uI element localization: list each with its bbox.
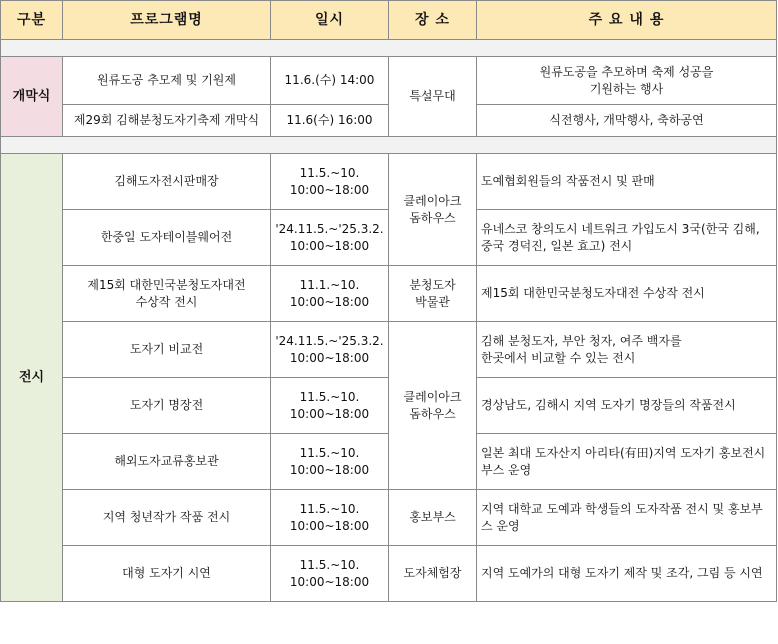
program-name: 지역 청년작가 작품 전시 — [63, 490, 271, 546]
program-datetime: 11.5.~10. 10:00~18:00 — [271, 434, 389, 490]
header-content: 주 요 내 용 — [477, 1, 777, 40]
program-name: 원류도공 추모제 및 기원제 — [63, 57, 271, 105]
program-datetime: 11.5.~10. 10:00~18:00 — [271, 546, 389, 602]
program-venue: 분청도자 박물관 — [389, 266, 477, 322]
program-name: 제29회 김해분청도자기축제 개막식 — [63, 105, 271, 137]
header-category: 구분 — [1, 1, 63, 40]
program-datetime: '24.11.5.~'25.3.2. 10:00~18:00 — [271, 322, 389, 378]
program-content: 도예협회원들의 작품전시 및 판매 — [477, 154, 777, 210]
table-row — [1, 546, 777, 602]
program-content: 지역 대학교 도예과 학생들의 도자작품 전시 및 홍보부스 운영 — [477, 490, 777, 546]
program-datetime: 11.6(수) 16:00 — [271, 105, 389, 137]
program-venue: 도자체험장 — [389, 546, 477, 602]
header-datetime: 일시 — [271, 1, 389, 40]
program-venue: 클레이아크 돔하우스 — [389, 154, 477, 266]
category-exhibition: 전시 — [1, 154, 63, 602]
program-datetime: 11.1.~10. 10:00~18:00 — [271, 266, 389, 322]
table-row — [1, 266, 777, 322]
program-venue: 홍보부스 — [389, 490, 477, 546]
category-opening: 개막식 — [1, 57, 63, 137]
table-row — [1, 154, 777, 210]
program-datetime: '24.11.5.~'25.3.2. 10:00~18:00 — [271, 210, 389, 266]
program-datetime: 11.5.~10. 10:00~18:00 — [271, 154, 389, 210]
header-row — [1, 1, 777, 40]
program-content: 제15회 대한민국분청도자대전 수상작 전시 — [477, 266, 777, 322]
program-name: 한중일 도자테이블웨어전 — [63, 210, 271, 266]
program-venue: 특설무대 — [389, 57, 477, 137]
program-name: 대형 도자기 시연 — [63, 546, 271, 602]
program-content: 유네스코 창의도시 네트워크 가입도시 3국(한국 김해, 중국 경덕진, 일본 효고) 전시 — [477, 210, 777, 266]
program-content: 원류도공을 추모하며 축제 성공을 기원하는 행사 — [477, 57, 777, 105]
spacer-row — [1, 137, 777, 154]
table-row — [1, 490, 777, 546]
program-venue: 클레이아크 돔하우스 — [389, 322, 477, 490]
program-content: 일본 최대 도자산지 아리타(有田)지역 도자기 홍보전시부스 운영 — [477, 434, 777, 490]
program-name: 김해도자전시판매장 — [63, 154, 271, 210]
program-name: 해외도자교류홍보관 — [63, 434, 271, 490]
spacer-row — [1, 40, 777, 57]
program-content: 김해 분청도자, 부안 청자, 여주 백자를 한곳에서 비교할 수 있는 전시 — [477, 322, 777, 378]
header-venue: 장 소 — [389, 1, 477, 40]
program-name: 도자기 비교전 — [63, 322, 271, 378]
program-content: 식전행사, 개막행사, 축하공연 — [477, 105, 777, 137]
header-program: 프로그램명 — [63, 1, 271, 40]
program-name: 도자기 명장전 — [63, 378, 271, 434]
program-datetime: 11.5.~10. 10:00~18:00 — [271, 490, 389, 546]
program-content: 경상남도, 김해시 지역 도자기 명장들의 작품전시 — [477, 378, 777, 434]
program-content: 지역 도예가의 대형 도자기 제작 및 조각, 그림 등 시연 — [477, 546, 777, 602]
table-row — [1, 322, 777, 378]
program-name: 제15회 대한민국분청도자대전 수상작 전시 — [63, 266, 271, 322]
program-datetime: 11.6.(수) 14:00 — [271, 57, 389, 105]
table-row — [1, 57, 777, 105]
program-datetime: 11.5.~10. 10:00~18:00 — [271, 378, 389, 434]
